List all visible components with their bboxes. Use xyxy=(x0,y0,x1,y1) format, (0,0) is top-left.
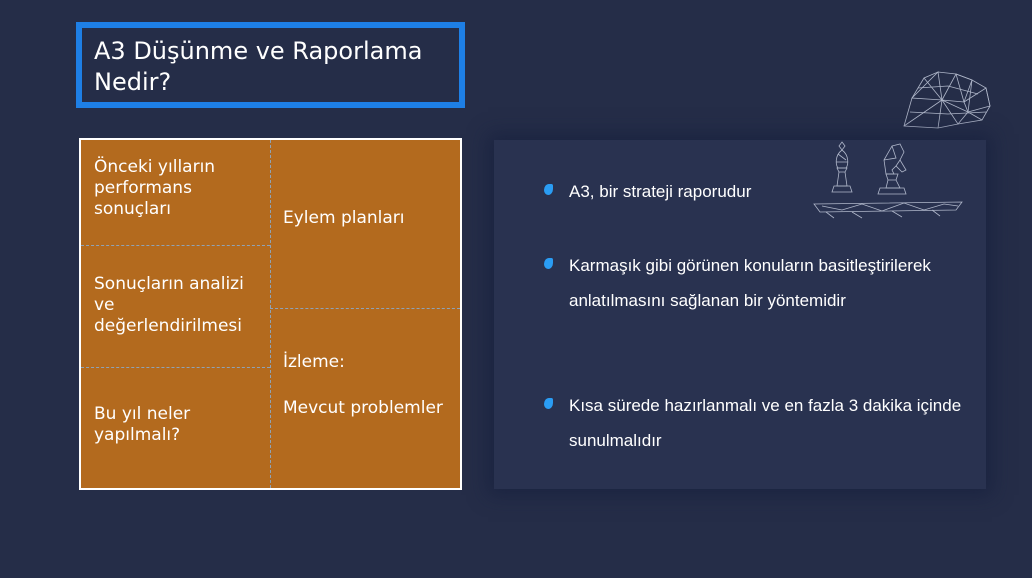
bullet-item xyxy=(544,388,964,460)
bullet-marker-icon xyxy=(544,184,553,195)
bullet-marker-icon xyxy=(544,398,553,409)
title-box xyxy=(76,22,465,108)
cell-previous-performance: Önceki yılların performans sonuçları xyxy=(94,157,216,219)
bullet-panel xyxy=(494,140,986,489)
row-divider xyxy=(81,367,270,368)
cell-this-year: Bu yıl neler yapılmalı? xyxy=(94,404,191,445)
bullet-text: Kısa sürede hazırlanmalı ve en fazla 3 dakika içinde sunulmalıdır xyxy=(569,396,962,450)
cell-current-problems: Mevcut problemler xyxy=(283,398,443,418)
bullet-marker-icon xyxy=(544,258,553,269)
cell-analysis: Sonuçların analizi ve değerlendirilmesi xyxy=(94,274,244,336)
column-divider xyxy=(270,140,271,488)
a3-grid-table xyxy=(79,138,462,490)
bullet-text: Karmaşık gibi görünen konuların basitleştirilerek anlatılmasını sağlanan bir yöntemidir xyxy=(569,256,931,310)
cell-monitoring-heading: İzleme: xyxy=(283,352,345,372)
bullet-text: A3, bir strateji raporudur xyxy=(569,182,752,201)
bullet-item xyxy=(544,174,964,210)
bullet-item xyxy=(544,248,964,354)
slide-title: A3 Düşünme ve Raporlama Nedir? xyxy=(94,37,423,96)
row-divider xyxy=(81,245,270,246)
row-divider xyxy=(270,308,460,309)
wireframe-hand-icon xyxy=(898,66,998,132)
cell-action-plans: Eylem planları xyxy=(283,208,405,228)
